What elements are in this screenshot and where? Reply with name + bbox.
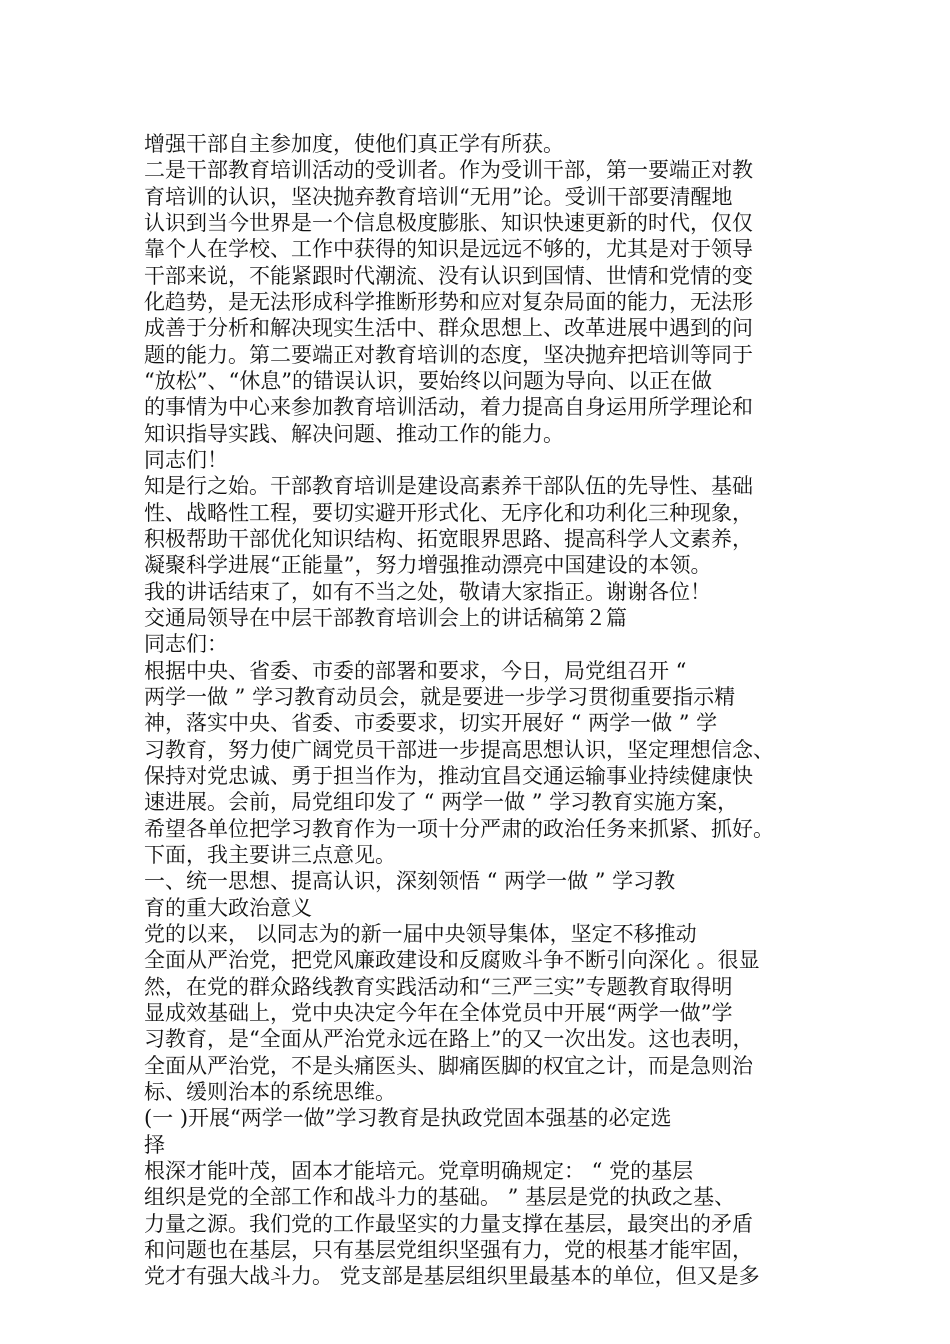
text-line: 根深才能叶茂，固本才能培元。党章明确规定： “ 党的基层 [144,1159,694,1183]
text-line: 干部来说，不能紧跟时代潮流、没有认识到国情、世情和党情的变 [144,264,753,288]
text-line: 成善于分析和解决现实生活中、群众思想上、改革进展中遇到的问 [144,316,753,340]
text-line: 题的能力。第二要端正对教育培训的态度，坚决抛弃把培训等同于 [144,343,753,367]
text-line: 靠个人在学校、工作中获得的知识是远远不够的，尤其是对于领导 [144,237,753,261]
text-line: 神，落实中央、省委、市委要求，切实开展好 “ 两学一做 ” 学 [144,711,718,735]
text-line: 二是干部教育培训活动的受训者。作为受训干部，第一要端正对教 [144,158,753,182]
text-line: 凝聚科学进展“正能量”，努力增强推动漂亮中国建设的本领。 [144,553,712,577]
text-line: 育培训的认识，坚决抛弃教育培训“无用”论。受训干部要清醒地 [144,185,733,209]
text-line: 育的重大政治意义 [144,896,312,920]
text-line: 组织是党的全部工作和战斗力的基础。 ” 基层是党的执政之基、 [144,1185,736,1209]
text-line: 同志们： [144,632,228,656]
text-line: 习教育，努力使广阔党员干部进一步提高思想认识，坚定理想信念、 [144,738,774,762]
text-line: 根据中央、省委、市委的部署和要求，今日，局党组召开 “ [144,659,687,683]
text-line: 认识到当今世界是一个信息极度膨胀、知识快速更新的时代，仅仅 [144,211,753,235]
text-line: 交通局领导在中层干部教育培训会上的讲话稿第２篇 [144,606,627,630]
text-line: 全面从严治党，把党风廉政建设和反腐败斗争不断引向深化 。很显 [144,948,760,972]
text-line: 然，在党的群众路线教育实践活动和“三严三实”专题教育取得明 [144,975,733,999]
text-line: 标、缓则治本的系统思维。 [144,1080,396,1104]
text-line: 全面从严治党，不是头痛医头、脚痛医脚的权宜之计，而是急则治 [144,1054,753,1078]
text-line: 党才有强大战斗力。 党支部是基层组织里最基本的单位，但又是多 [144,1264,760,1288]
text-line: 两学一做 ” 学习教育动员会，就是要进一步学习贯彻重要指示精 [144,685,736,709]
text-line: 化趋势，是无法形成科学推断形势和应对复杂局面的能力，无法形 [144,290,753,314]
text-line: 知识指导实践、解决问题、推动工作的能力。 [144,422,564,446]
text-line: 习教育，是“全面从严治党永远在路上”的又一次出发。这也表明， [144,1027,754,1051]
text-line: 我的讲话结束了，如有不当之处，敬请大家指正。谢谢各位！ [144,580,711,604]
text-line: 保持对党忠诚、勇于担当作为，推动宜昌交通运输事业持续健康快 [144,764,753,788]
text-line: 积极帮助干部优化知识结构、拓宽眼界思路、提高科学人文素养， [144,527,753,551]
text-line: 知是行之始。干部教育培训是建设高素养干部队伍的先导性、基础 [144,474,753,498]
text-line: “放松”、“休息”的错误认识，要始终以问题为导向、以正在做 [144,369,712,393]
text-line: 性、战略性工程，要切实避开形式化、无序化和功利化三种现象， [144,501,753,525]
text-line: (一 )开展“两学一做”学习教育是执政党固本强基的必定选 [144,1106,672,1130]
text-line: 和问题也在基层，只有基层党组织坚强有力，党的根基才能牢固， [144,1238,753,1262]
text-line: 显成效基础上，党中央决定今年在全体党员中开展“两学一做”学 [144,1001,733,1025]
text-line: 的事情为中心来参加教育培训活动，着力提高自身运用所学理论和 [144,395,753,419]
text-line: 同志们！ [144,448,228,472]
text-line: 择 [144,1133,165,1157]
text-line: 一、统一思想、提高认识，深刻领悟 “ 两学一做 ” 学习教 [144,869,676,893]
text-line: 速进展。会前，局党组印发了 “ 两学一做 ” 学习教育实施方案， [144,790,739,814]
text-line: 增强干部自主参加度，使他们真正学有所获。 [144,132,564,156]
text-line: 党的以来， 以同志为的新一届中央领导集体，坚定不移推动 [144,922,697,946]
text-line: 力量之源。我们党的工作最坚实的力量支撑在基层，最突出的矛盾 [144,1212,753,1236]
text-line: 下面，我主要讲三点意见。 [144,843,396,867]
text-line: 希望各单位把学习教育作为一项十分严肃的政治任务来抓紧、抓好。 [144,817,774,841]
